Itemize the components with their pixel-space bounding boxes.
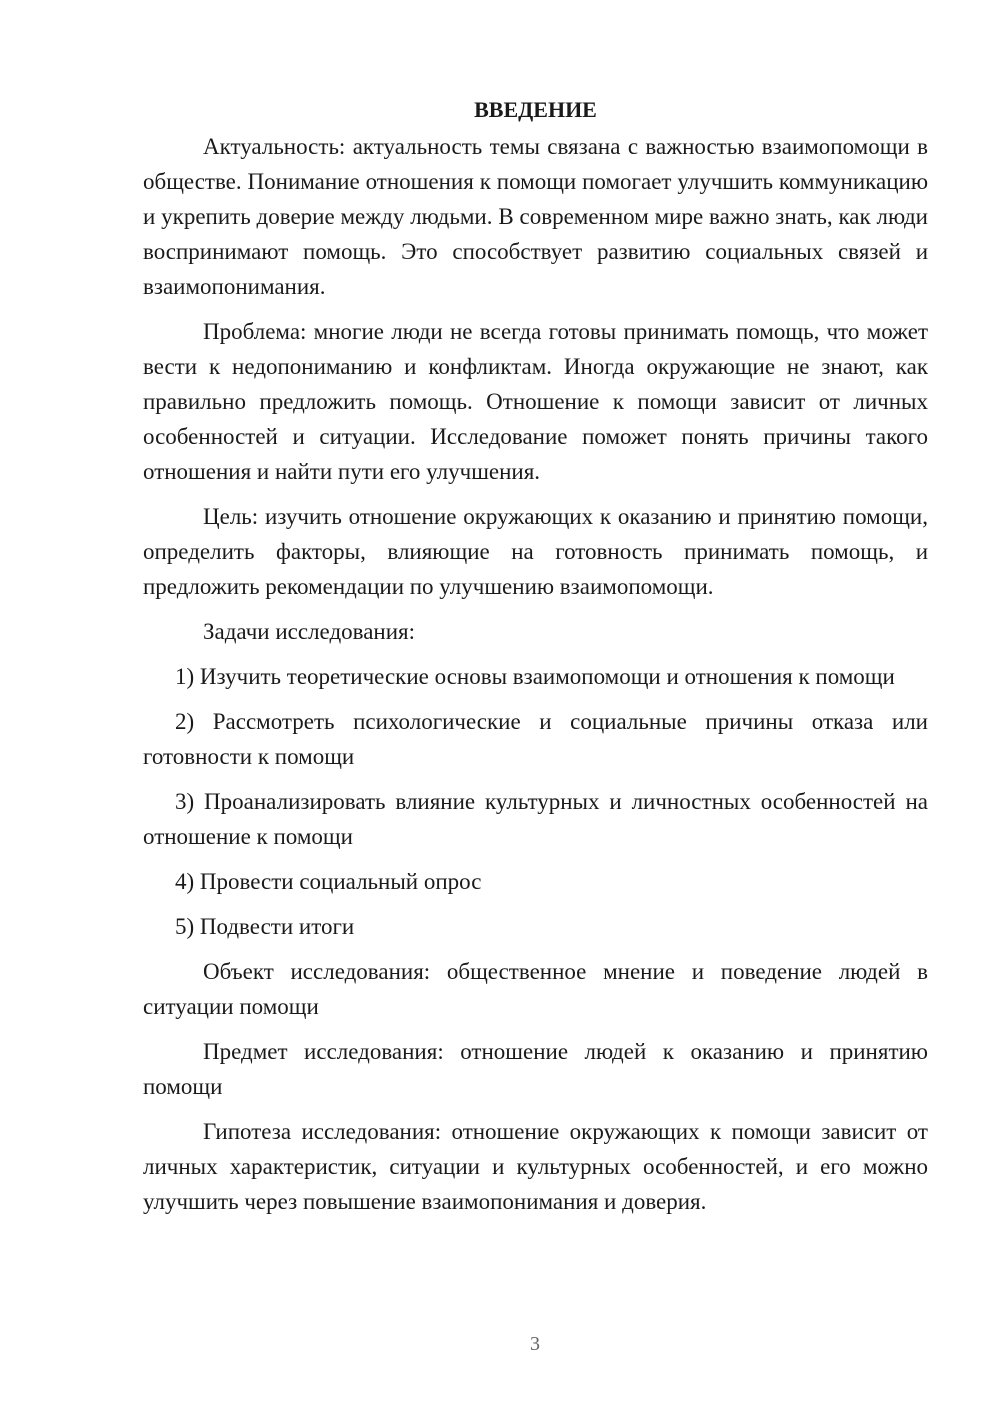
object-paragraph: Объект исследования: общественное мнение и поведение людей в ситуации помощи <box>143 959 928 1019</box>
problem-paragraph: Проблема: многие люди не всегда готовы принимать помощь, что может вести к недопониманию и конфликтам. Иногда окружающие не знают, как правильно предложить помощь. Отношение к помощи зависит от личных особенностей и ситуации. Исследование поможет понять причины такого отношения и найти пути его улучшения. <box>143 319 928 484</box>
relevance-paragraph: Актуальность: актуальность темы связана с важностью взаимопомощи в обществе. Понимание отношения к помощи помогает улучшить коммуникацию и укрепить доверие между людьми. В современном мире важно знать, как люди воспринимают помощь. Это способствует развитию социальных связей и взаимопонимания. <box>143 134 928 299</box>
subject-paragraph: Предмет исследования: отношение людей к оказанию и принятию помощи <box>143 1039 928 1099</box>
goal-paragraph: Цель: изучить отношение окружающих к оказанию и принятию помощи, определить факторы, влияющие на готовность принимать помощь, и предложить рекомендации по улучшению взаимопомощи. <box>143 504 928 599</box>
hypothesis-paragraph: Гипотеза исследования: отношение окружающих к помощи зависит от личных характеристик, ситуации и культурных особенностей, и его можно улучшить через повышение взаимопонимания и доверия. <box>143 1119 928 1214</box>
task-item-2: 2) Рассмотреть психологические и социальные причины отказа или готовности к помощи <box>143 709 928 769</box>
page-number: 3 <box>530 1333 540 1355</box>
section-title: ВВЕДЕНИЕ <box>474 97 597 122</box>
task-item-5: 5) Подвести итоги <box>175 914 355 939</box>
tasks-heading: Задачи исследования: <box>203 619 416 644</box>
page-content <box>143 92 928 1229</box>
task-item-3: 3) Проанализировать влияние культурных и личностных особенностей на отношение к помощи <box>143 789 928 849</box>
tasks-list <box>143 659 928 944</box>
task-item-1: 1) Изучить теоретические основы взаимопомощи и отношения к помощи <box>175 664 895 689</box>
task-item-4: 4) Провести социальный опрос <box>175 869 482 894</box>
